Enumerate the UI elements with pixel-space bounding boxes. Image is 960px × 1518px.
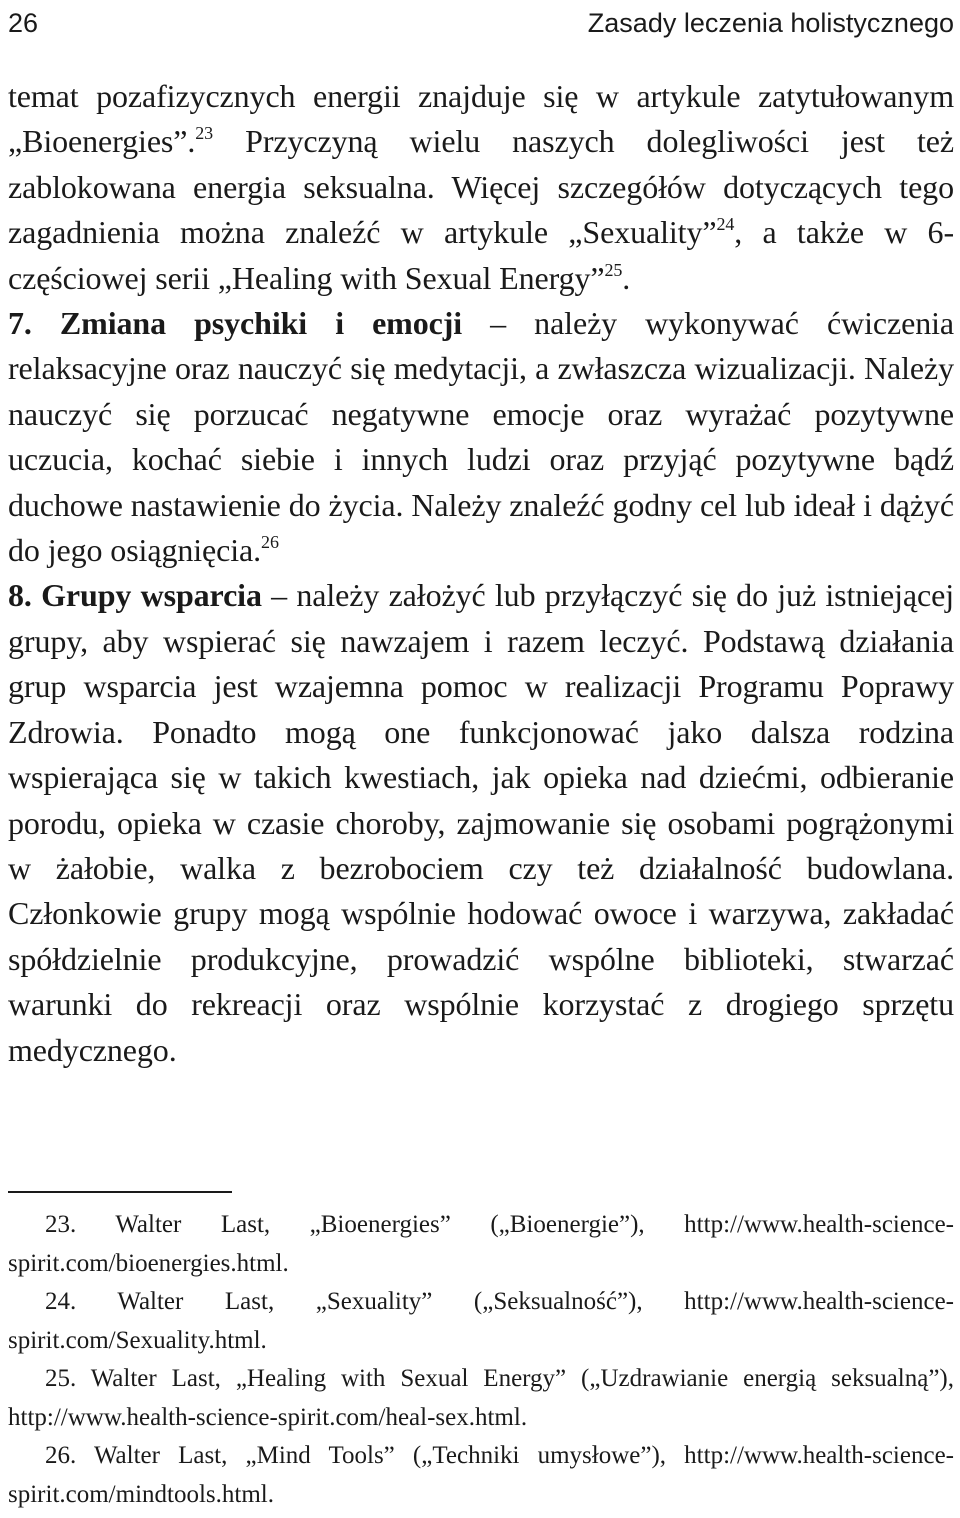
footnote-ref-26[interactable]: 26 <box>261 532 279 553</box>
text-segment: Przyczyną wielu naszych dolegliwości jest też zablokowana energia seksualna. Więcej szczegółów dotyczących tego zagadnienia można znaleźć w artykule „Sexuality” <box>8 123 954 251</box>
footnote-ref-23[interactable]: 23 <box>195 123 214 144</box>
section-heading-8: 8. Grupy wsparcia <box>8 577 262 614</box>
text-segment: , a także w 6-częściowej serii „Healing with Sexual Energy” <box>8 214 954 296</box>
footnote-23: 23. Walter Last, „Bioenergies” („Bioenergie”), http://www.health-science-spirit.com/bioenergies.html. <box>8 1211 954 1277</box>
section-heading-7: 7. Zmiana psychiki i emocji <box>8 305 463 342</box>
book-page <box>8 0 954 1518</box>
page-header <box>8 6 954 40</box>
footnote-24: 24. Walter Last, „Sexuality” („Seksualność”), http://www.health-science-spirit.com/Sexuality.html. <box>8 1288 954 1354</box>
body-text <box>8 74 954 1073</box>
footnote-ref-24[interactable]: 24 <box>716 214 735 235</box>
footnote-26: 26. Walter Last, „Mind Tools” („Techniki umysłowe”), http://www.health-science-spirit.com/mindtools.html. <box>8 1442 954 1508</box>
paragraph-zmiana-psychiki <box>8 301 954 573</box>
running-title: Zasady leczenia holistycznego <box>587 8 954 38</box>
footnotes <box>8 1206 954 1514</box>
text-segment: – należy założyć lub przyłączyć się do już istniejącej grupy, aby wspierać się nawzajem i razem leczyć. Podstawą działania grup wsparcia jest wzajemna pomoc w realizacji Programu Poprawy Zdrowia. Ponadto mogą one funkcjonować jako dalsza rodzina wspierająca się w takich kwestiach, jak opieka nad dziećmi, odbieranie porodu, opieka w czasie choroby, zajmowanie się osobami pogrążonymi w żałobie, walka z bezrobociem czy też działalność budowlana. Członkowie grupy mogą wspólnie hodować owoce i warzywa, zakładać spółdzielnie produkcyjne, prowadzić wspólne biblioteki, stwarzać warunki do rekreacji oraz wspólnie korzystać z drogiego sprzętu medycznego. <box>8 577 954 1068</box>
footnote-25: 25. Walter Last, „Healing with Sexual Energy” („Uzdrawianie energią seksualną”), http://www.health-science-spirit.com/heal-sex.html. <box>8 1365 954 1431</box>
page-number: 26 <box>8 8 39 38</box>
footnote-separator <box>8 1191 232 1193</box>
footnote-ref-25[interactable]: 25 <box>604 259 623 280</box>
text-segment: . <box>622 259 631 296</box>
text-segment: – należy wykonywać ćwiczenia relaksacyjne oraz nauczyć się medytacji, a zwłaszcza wizualizacji. Należy nauczyć się porzucać negatywne emocje oraz wyrażać pozytywne uczucia, kochać siebie i innych ludzi oraz przyjąć pozytywne bądź duchowe nastawienie do życia. Należy znaleźć godny cel lub ideał i dążyć do jego osiągnięcia. <box>8 305 954 569</box>
text-segment: temat pozafizycznych energii znajduje się w artykule zatytułowanym „Bioenergies”. <box>8 78 954 160</box>
paragraph-pozafizyczne-energie <box>8 74 954 301</box>
paragraph-grupy-wsparcia <box>8 573 954 1072</box>
